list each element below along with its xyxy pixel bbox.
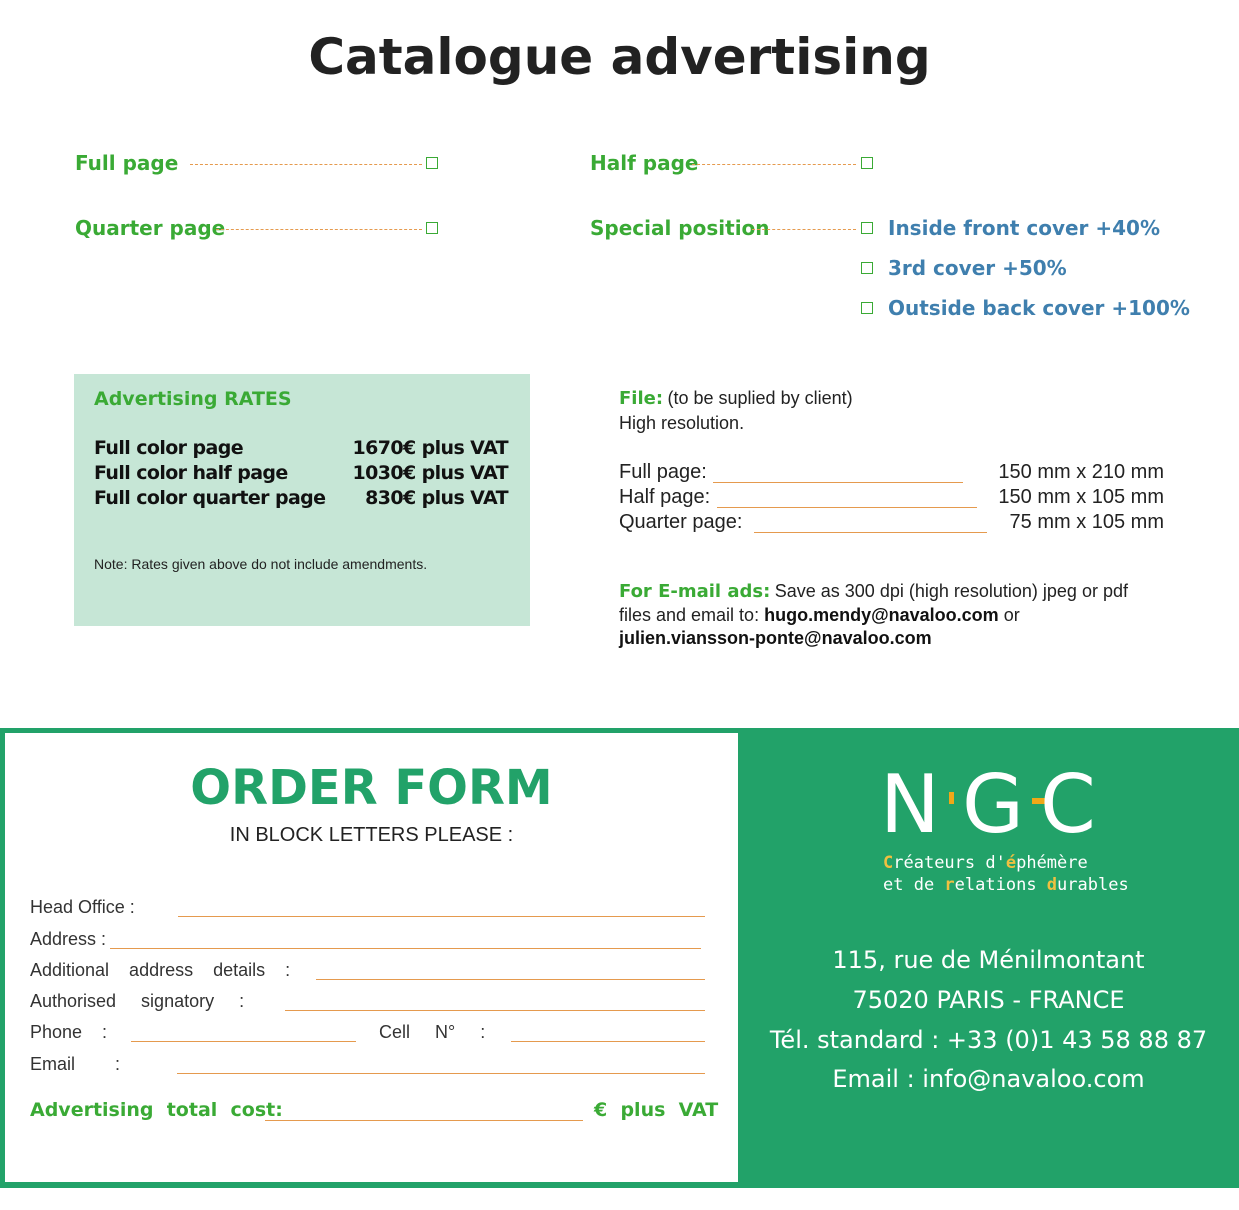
- size-dims: 150 mm x 210 mm: [998, 461, 1164, 483]
- logo-letter-n: N: [880, 758, 942, 851]
- file-heading: File:: [619, 388, 664, 409]
- ngc-logo: [880, 758, 1100, 852]
- email-label: Email :: [30, 1054, 121, 1074]
- cell-field[interactable]: [511, 1041, 705, 1042]
- email-field[interactable]: [177, 1073, 705, 1074]
- email-ads-text: Save as 300 dpi (high resolution) jpeg or pdf: [774, 581, 1128, 601]
- email-ads-line-2: [619, 605, 1020, 626]
- option-half-page-label: Half page: [590, 151, 699, 175]
- email-or: or: [1003, 605, 1020, 625]
- authorised-signatory-field[interactable]: [285, 1010, 705, 1011]
- email-link-julien[interactable]: julien.viansson-ponte@navaloo.com: [619, 628, 932, 648]
- company-address-1: 115, rue de Ménilmontant: [832, 946, 1145, 974]
- cell-label: Cell N° :: [379, 1022, 486, 1042]
- rate-label: Full color page: [94, 437, 243, 459]
- authorised-signatory-label: Authorised signatory :: [30, 991, 245, 1011]
- size-label: Full page:: [619, 461, 707, 483]
- company-phone: Tél. standard : +33 (0)1 43 58 88 87: [769, 1026, 1208, 1054]
- rates-title: Advertising RATES: [94, 388, 292, 410]
- quarter-page-checkbox[interactable]: [426, 222, 438, 234]
- option-special-position-label: Special position: [590, 216, 770, 240]
- file-heading-line: [619, 388, 853, 409]
- address-label: Address :: [30, 929, 107, 949]
- head-office-label: Head Office :: [30, 897, 135, 917]
- size-dims: 150 mm x 105 mm: [998, 486, 1164, 508]
- half-page-checkbox[interactable]: [861, 157, 873, 169]
- company-email[interactable]: Email : info@navaloo.com: [832, 1065, 1145, 1093]
- rate-price: 1030€ plus VAT: [352, 462, 508, 484]
- option-quarter-page-label: Quarter page: [75, 216, 226, 240]
- additional-address-label: Additional address details :: [30, 960, 291, 980]
- total-cost-label: Advertising total cost:: [30, 1099, 283, 1121]
- rate-label: Full color quarter page: [94, 487, 326, 509]
- size-underline: [754, 532, 987, 533]
- size-label: Quarter page:: [619, 511, 743, 533]
- head-office-field[interactable]: [178, 916, 705, 917]
- page-title: Catalogue advertising: [308, 28, 931, 86]
- size-dims: 75 mm x 105 mm: [1009, 511, 1164, 533]
- order-form-title: ORDER FORM: [190, 760, 553, 816]
- total-cost-field[interactable]: [265, 1120, 583, 1121]
- tagline-line-1: Créateurs d'éphémère: [883, 853, 1088, 873]
- email-ads-text-2: files and email to:: [619, 605, 760, 625]
- dotted-leader: [216, 229, 422, 230]
- logo-letter-c: C: [1040, 758, 1098, 851]
- email-ads-heading: For E-mail ads:: [619, 581, 771, 602]
- rate-price: 830€ plus VAT: [365, 487, 508, 509]
- rates-box: [74, 374, 530, 626]
- phone-field[interactable]: [131, 1041, 356, 1042]
- dotted-leader: [752, 229, 856, 230]
- company-address-2: 75020 PARIS - FRANCE: [852, 986, 1125, 1014]
- inside-front-cover-checkbox[interactable]: [861, 222, 873, 234]
- size-underline: [717, 507, 977, 508]
- dotted-leader: [190, 164, 422, 165]
- address-field[interactable]: [110, 948, 701, 949]
- email-link-hugo[interactable]: hugo.mendy@navaloo.com: [764, 605, 999, 625]
- rate-label: Full color half page: [94, 462, 288, 484]
- tagline-line-2: et de relations durables: [883, 875, 1129, 895]
- file-resolution: High resolution.: [619, 413, 745, 433]
- third-cover-label: 3rd cover +50%: [888, 256, 1067, 280]
- total-cost-suffix: € plus VAT: [594, 1099, 719, 1121]
- size-underline: [713, 482, 963, 483]
- dotted-leader: [692, 164, 856, 165]
- inside-front-cover-label: Inside front cover +40%: [888, 216, 1161, 240]
- logo-dot: [949, 792, 954, 804]
- file-heading-note: (to be suplied by client): [667, 388, 853, 408]
- rates-note: Note: Rates given above do not include amendments.: [94, 556, 428, 572]
- order-form-subtitle: IN BLOCK LETTERS PLEASE :: [229, 824, 514, 846]
- third-cover-checkbox[interactable]: [861, 262, 873, 274]
- email-ads-line-1: [619, 581, 1128, 602]
- full-page-checkbox[interactable]: [426, 157, 438, 169]
- additional-address-field[interactable]: [316, 979, 705, 980]
- outside-back-cover-label: Outside back cover +100%: [888, 296, 1190, 320]
- outside-back-cover-checkbox[interactable]: [861, 302, 873, 314]
- option-full-page-label: Full page: [75, 151, 179, 175]
- logo-letter-g: G: [962, 758, 1026, 851]
- rate-price: 1670€ plus VAT: [352, 437, 508, 459]
- phone-label: Phone :: [30, 1022, 108, 1042]
- size-label: Half page:: [619, 486, 711, 508]
